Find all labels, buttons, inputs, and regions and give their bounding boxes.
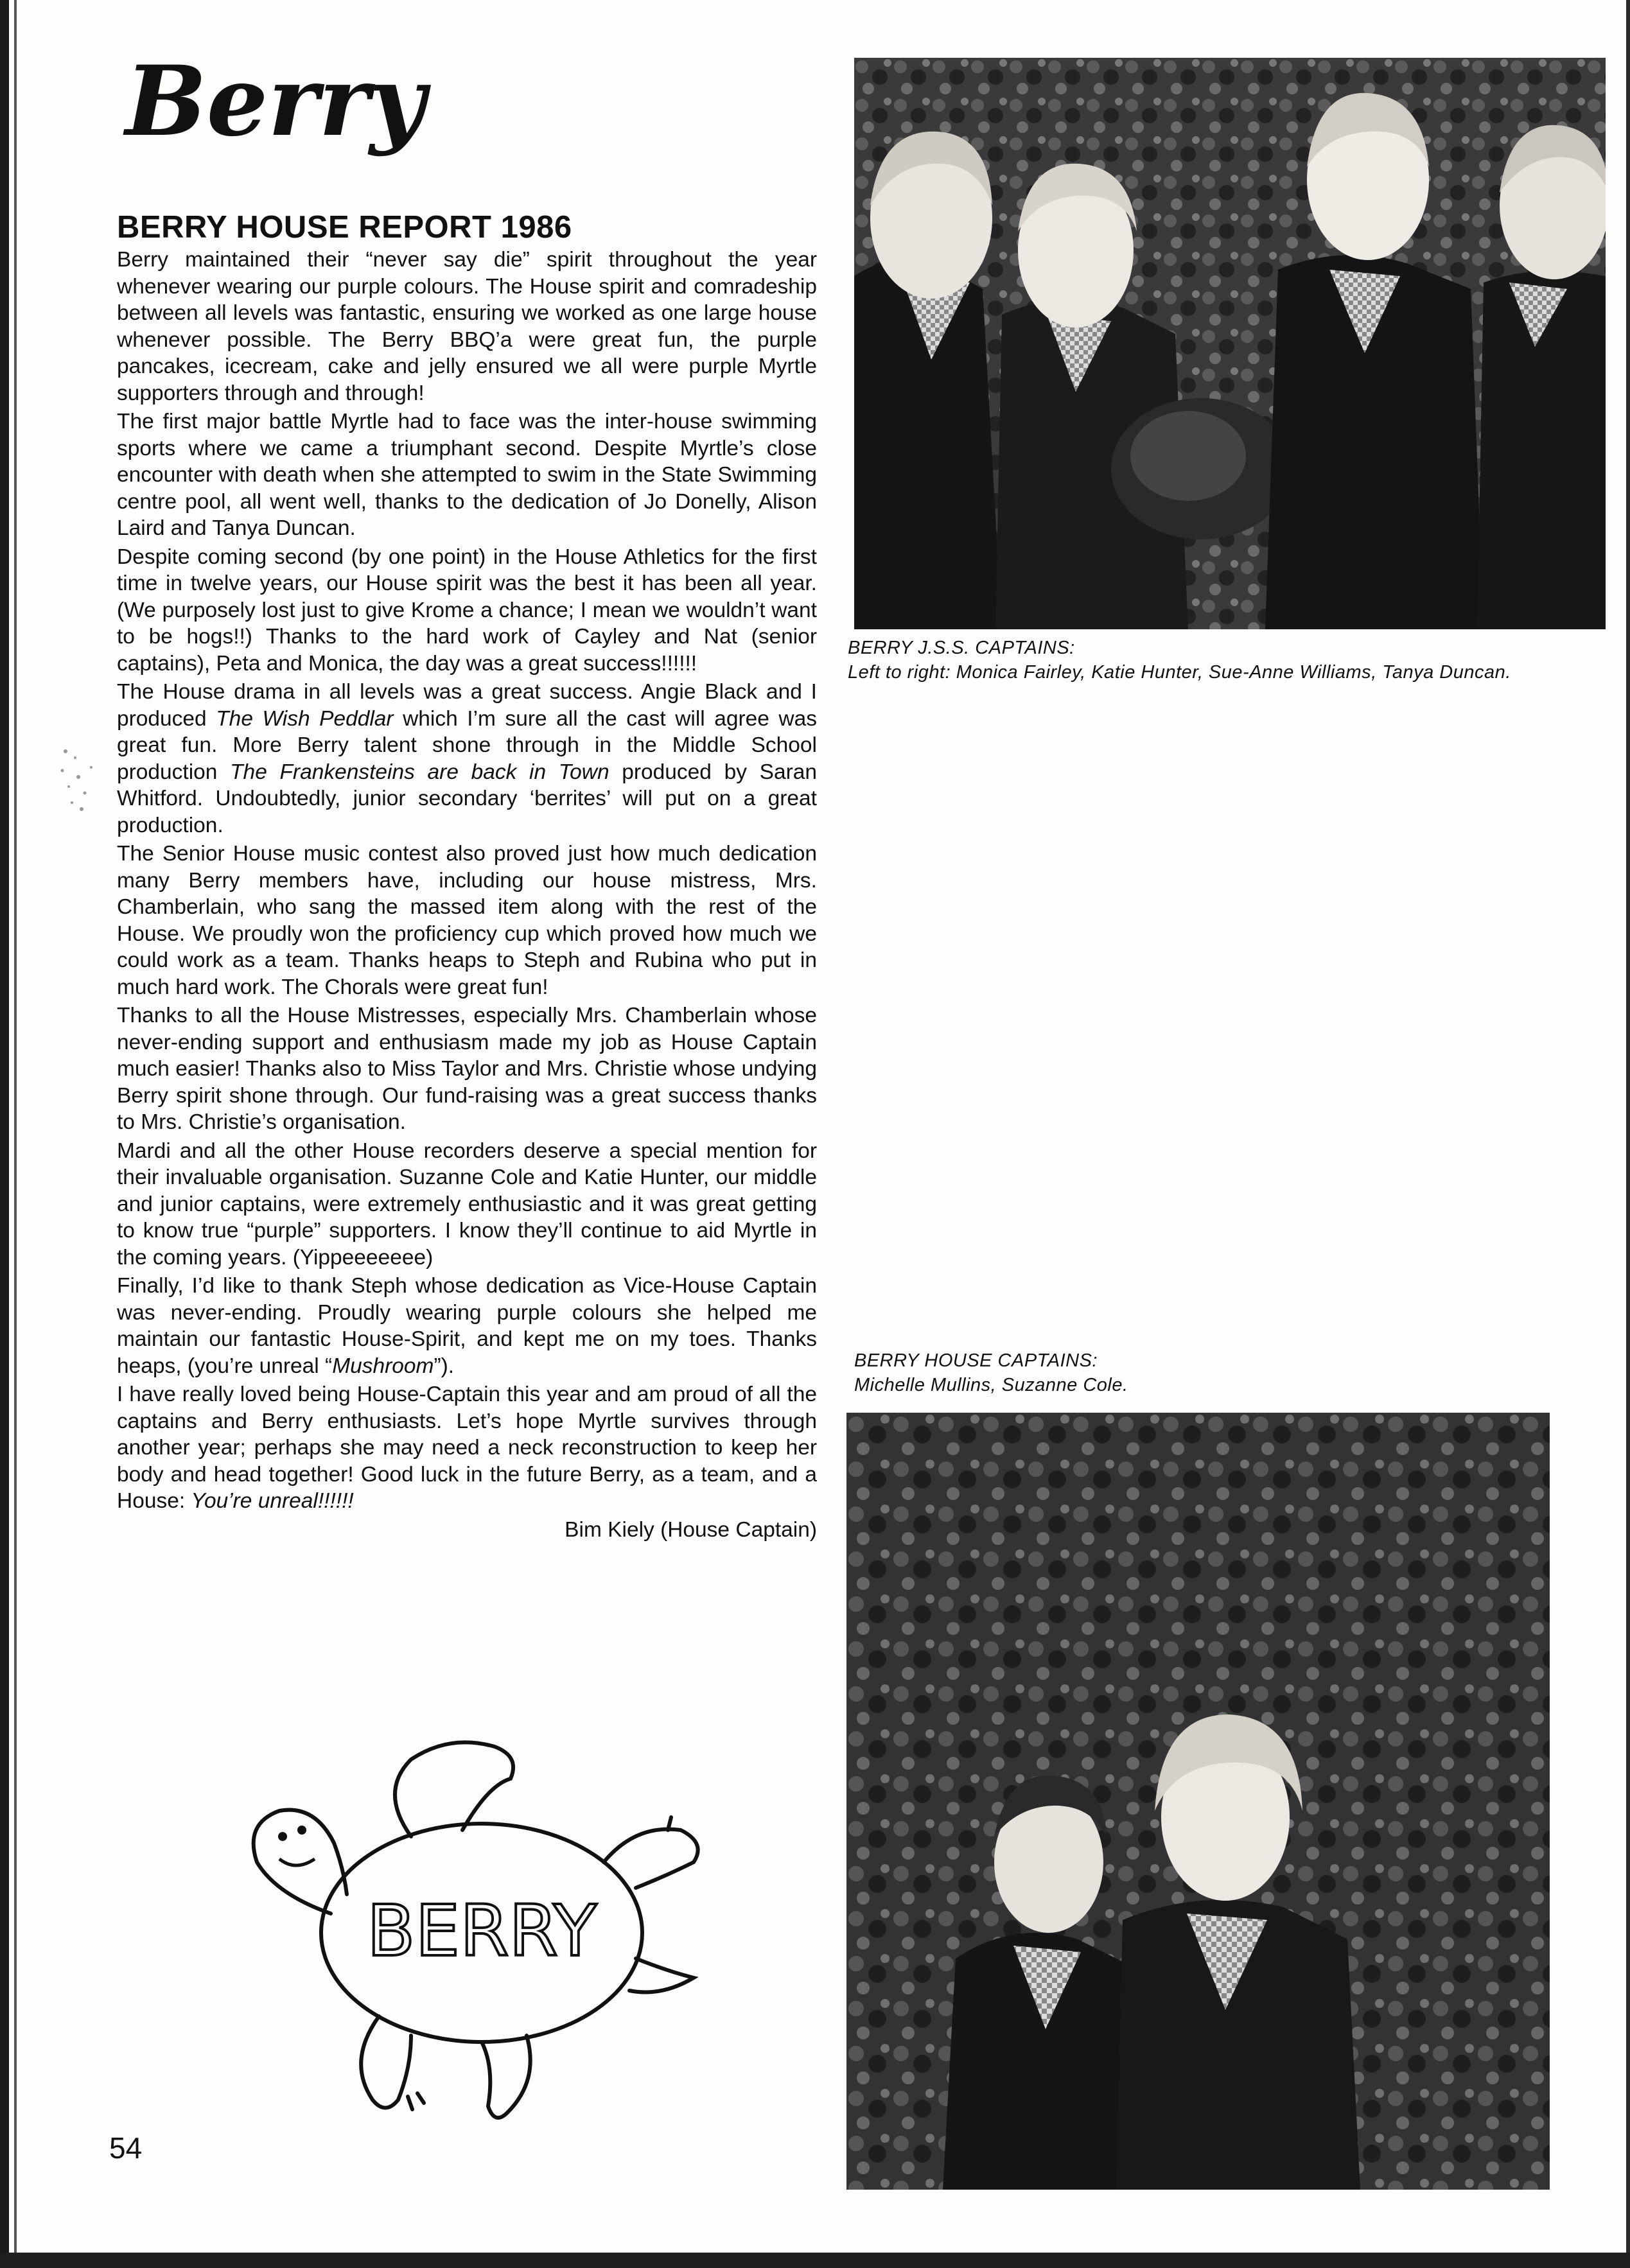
caption-names: Left to right: Monica Fairley, Katie Hunter, Sue-Anne Williams, Tanya Duncan. xyxy=(848,662,1511,683)
page-edge-right xyxy=(1626,0,1630,2268)
page-edge-line xyxy=(14,0,17,2268)
svg-text:BERRY: BERRY xyxy=(367,1890,597,1972)
svg-text:Berry: Berry xyxy=(125,45,426,158)
berry-turtle-drawing xyxy=(218,1734,732,2132)
paragraph: Berry maintained their “never say die” spirit throughout the year whenever wearing our purple colours. The House spirit and comradeship between all levels was fantastic, ensuring we worked as one large house whenever possible. The Berry BBQ’a were great fun, the purple pancakes, icecream, cake and jelly ensured we all were purple Myrtle supporters through and through! xyxy=(117,248,817,405)
paragraph: Mardi and all the other House recorders deserve a special mention for their invaluable organisation. Suzanne Cole and Katie Hunter, our middle and junior captains, were extremely enthusiastic and it was great getting to know true “purple” supporters. I know they’ll continue to aid Myrtle in the coming years. (Yippeeeeeee) xyxy=(117,1138,817,1269)
caption-title: BERRY J.S.S. CAPTAINS: xyxy=(848,638,1075,658)
caption-title: BERRY HOUSE CAPTAINS: xyxy=(854,1350,1098,1371)
page-edge-left xyxy=(0,0,9,2268)
report-body xyxy=(117,247,817,1543)
caption-jss-captains xyxy=(848,636,1586,685)
play-title: The Wish Peddlar xyxy=(216,706,394,731)
report-heading: BERRY HOUSE REPORT 1986 xyxy=(117,210,572,245)
script-title xyxy=(119,45,453,173)
paragraph-finally: Finally, I’d like to thank Steph whose dedication as Vice-House Captain was never-ending. Proudly wearing purple colours she helped me maintain our fantastic House-Spirit, and kept me on my toes. Thanks heaps, (you’re unreal “Mushroom”). xyxy=(117,1274,817,1378)
closing-exclaim: You’re unreal!!!!!! xyxy=(191,1489,354,1513)
paragraph: Despite coming second (by one point) in the House Athletics for the first time in twelve years, our House spirit was the best it has been all year. (We purposely lost just to give Krome a chance; I mean we wouldn’t want to be hogs!!) Thanks to the hard work of Cayley and Nat (senior captains), Peta and Monica, the day was a great success!!!!!! xyxy=(117,545,817,676)
signature: Bim Kiely (House Captain) xyxy=(565,1517,817,1542)
page-number: 54 xyxy=(109,2131,143,2165)
page-edge-bottom xyxy=(0,2253,1630,2268)
paragraph: The first major battle Myrtle had to face was the inter-house swimming sports where we came a triumphant second. Despite Myrtle’s close encounter with death when she attempted to swim in the State Swimming centre pool, all went well, thanks to the dedication of Jo Donelly, Alison Laird and Tanya Duncan. xyxy=(117,410,817,540)
paragraph-drama: The House drama in all levels was a great success. Angie Black and I produced The Wish Peddlar which I’m sure all the cast will agree was great fun. More Berry talent shone through in the Middle School production The Frankensteins are back in Town produced by Saran Whitford. Undoubtedly, junior secondary ‘berrites’ will put on a great production. xyxy=(117,680,817,837)
caption-names: Michelle Mullins, Suzanne Cole. xyxy=(854,1375,1128,1395)
margin-smudge xyxy=(53,738,104,822)
play-title: The Frankensteins are back in Town xyxy=(230,760,609,784)
caption-house-captains xyxy=(854,1348,1496,1397)
photo-jss-captains xyxy=(854,58,1606,629)
photo-house-captains xyxy=(846,1413,1550,2190)
nickname: Mushroom xyxy=(332,1354,434,1378)
paragraph: The Senior House music contest also proved just how much dedication many Berry members have, including our house mistress, Mrs. Chamberlain, who sang the massed item along with the rest of the House. We proudly won the proficiency cup which proved how much we could work as a team. Thanks heaps to Steph and Rubina who put in much hard work. The Chorals were great fun! xyxy=(117,842,817,999)
paragraph-closing: I have really loved being House-Captain this year and am proud of all the captains and Berry enthusiasts. Let’s hope Myrtle survives through another year; perhaps she may need a neck reconstruction to keep her body and head together! Good luck in the future Berry, as a team, and a House: You’re unreal!!!!!! xyxy=(117,1383,817,1513)
paragraph: Thanks to all the House Mistresses, especially Mrs. Chamberlain whose never-ending support and enthusiasm made my job as House Captain much easier! Thanks also to Miss Taylor and Mrs. Christie whose undying Berry spirit shone through. Our fund-raising was a great success thanks to Mrs. Christie’s organisation. xyxy=(117,1004,817,1134)
